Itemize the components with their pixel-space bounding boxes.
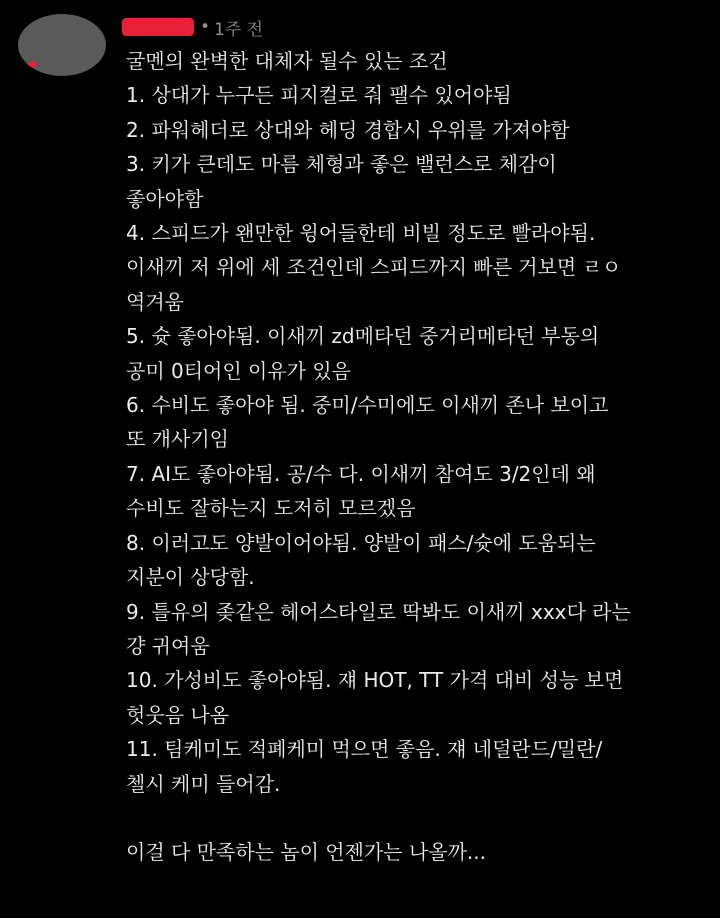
comment-line: 이걸 다 만족하는 놈이 언젠가는 나올까... — [126, 840, 486, 865]
comment-line: 4. 스피드가 왠만한 윙어들한테 비빌 정도로 빨라야됨. — [126, 221, 596, 246]
comment-line: 첼시 케미 들어감. — [126, 771, 281, 796]
comment-line: 좋아야함 — [126, 186, 204, 211]
comment-line: 공미 0티어인 이유가 있음 — [126, 358, 351, 383]
comment-line: 걍 귀여움 — [126, 633, 210, 658]
comment-line: 2. 파워헤더로 상대와 헤딩 경합시 우위를 가져야함 — [126, 117, 570, 142]
comment-line: 9. 틀유의 좆같은 헤어스타일로 딱봐도 이새끼 xxx다 라는 — [126, 599, 631, 624]
comment-line: 8. 이러고도 양발이어야됨. 양발이 패스/슛에 도움되는 — [126, 530, 596, 555]
comment-meta — [122, 14, 263, 40]
avatar[interactable] — [18, 14, 106, 76]
comment-line: 1. 상대가 누구든 피지컬로 줘 팰수 있어야됨 — [126, 83, 512, 108]
comment-line: 수비도 잘하는지 도저히 모르겠음 — [126, 496, 416, 521]
avatar-redaction-mark — [21, 37, 106, 76]
comment-line: 지분이 상당함. — [126, 565, 255, 590]
comment-line: 6. 수비도 좋아야 됨. 중미/수미에도 이새끼 존나 보이고 — [126, 393, 609, 418]
meta-separator: • — [200, 17, 211, 37]
comment-line: 이새끼 저 위에 세 조건인데 스피드까지 빠른 거보면 ㄹㅇ — [126, 255, 622, 280]
comment-line: 역겨움 — [126, 289, 184, 314]
comment-line: 10. 가성비도 좋아야됨. 쟤 HOT, TT 가격 대비 성능 보면 — [126, 668, 624, 693]
comment-line: 헛웃음 나옴 — [126, 702, 229, 727]
comment-line: 3. 키가 큰데도 마름 체형과 좋은 밸런스로 체감이 — [126, 152, 557, 177]
author-name-redacted[interactable] — [122, 18, 194, 36]
comment-line: 또 개사기임 — [126, 427, 229, 452]
comment-time: 1주 전 — [214, 19, 264, 40]
comment-line: 7. AI도 좋아야됨. 공/수 다. 이새끼 참여도 3/2인데 왜 — [126, 461, 596, 486]
comment-line-blank — [126, 801, 714, 835]
comment-line: 11. 팀케미도 적폐케미 먹으면 좋음. 쟤 네덜란드/밀란/ — [126, 737, 603, 762]
comment-line: 굴멘의 완벽한 대체자 될수 있는 조건 — [126, 49, 448, 73]
comment-body — [126, 44, 714, 870]
comment-line: 5. 슛 좋아야됨. 이새끼 zd메타던 중거리메타던 부동의 — [126, 324, 600, 349]
